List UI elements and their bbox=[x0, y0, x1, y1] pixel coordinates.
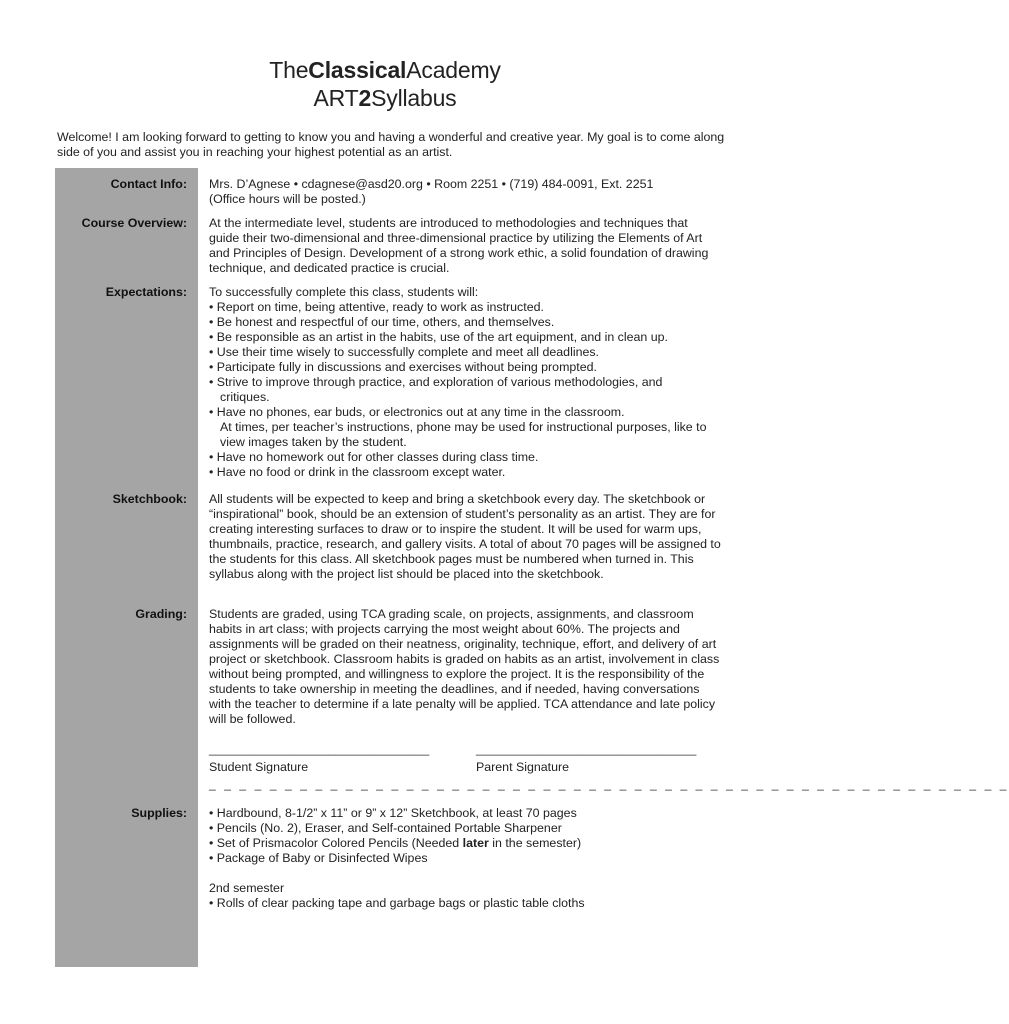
expectations-intro: To successfully complete this class, students will: bbox=[209, 285, 479, 299]
parent-signature-line[interactable]: _________________________________ bbox=[476, 742, 697, 756]
sketchbook-label: Sketchbook: bbox=[112, 492, 187, 506]
list-item: • Be responsible as an artist in the habits, use of the art equipment, and in clean up. bbox=[209, 330, 668, 344]
contact-line: Mrs. D’Agnese • cdagnese@asd20.org • Room 2251 • (719) 484-0091, Ext. 2251 bbox=[209, 177, 654, 191]
document-title bbox=[0, 56, 770, 112]
title-classical: Classical bbox=[308, 57, 407, 83]
supplies-label: Supplies: bbox=[131, 806, 187, 820]
list-item: • Report on time, being attentive, ready to work as instructed. bbox=[209, 300, 544, 314]
title-academy: Academy bbox=[406, 57, 501, 83]
parent-signature-label: Parent Signature bbox=[476, 760, 569, 774]
list-item: • Pencils (No. 2), Eraser, and Self-contained Portable Sharpener bbox=[209, 821, 562, 835]
grading-text: Students are graded, using TCA grading scale, on projects, assignments, and classroom habits in art class; with projects carrying the most weight about 60%. The projects and assignments will be graded on their neatness, originality, technique, effort, and delivery of art project or sketchbook. Classroom habits is graded on habits as an artist, involvement in class without being prompted, and willingness to explore the project. It is the responsibility of the students to take ownership in meeting the deadlines, and if needed, having conversations with the teacher to determine if a late penalty will be applied. TCA attendance and late policy will be followed. bbox=[209, 607, 720, 726]
student-signature-line[interactable]: _________________________________ bbox=[209, 742, 430, 756]
colored-pencils-text: • Set of Prismacolor Colored Pencils (Needed bbox=[209, 836, 463, 850]
welcome-paragraph: Welcome! I am looking forward to getting to know you and having a wonderful and creative year. My goal is to come along side of you and assist you in reaching your highest potential as an artist. bbox=[57, 130, 725, 159]
contact-block bbox=[209, 177, 721, 207]
course-overview-text: At the intermediate level, students are introduced to methodologies and techniques that guide their two-dimensional and three-dimensional practice by utilizing the Elements of Art and Principles of Design. Development of a strong work ethic, a solid foundation of drawing technique, and dedicated practice is crucial. bbox=[209, 216, 709, 275]
colored-pencils-text-end: in the semester) bbox=[488, 836, 582, 850]
cut-line: _ _ _ _ _ _ _ _ _ _ _ _ _ _ _ _ _ _ _ _ _ _ _ _ _ _ _ _ _ _ _ _ _ _ _ _ _ _ _ _ _ _ _ _ _ _ _ _ _ _ _ _ _ bbox=[209, 777, 1009, 791]
title-art: ART bbox=[313, 85, 359, 111]
list-item: • Have no food or drink in the classroom except water. bbox=[209, 465, 506, 479]
list-item: • Rolls of clear packing tape and garbage bags or plastic table cloths bbox=[209, 896, 585, 910]
title-syllabus: Syllabus bbox=[371, 85, 457, 111]
title-line-school bbox=[0, 56, 770, 84]
list-item: • Hardbound, 8-1/2” x 11” or 9” x 12” Sketchbook, at least 70 pages bbox=[209, 806, 577, 820]
grading-label: Grading: bbox=[135, 607, 187, 621]
office-hours-note: (Office hours will be posted.) bbox=[209, 192, 366, 206]
student-signature-label: Student Signature bbox=[209, 760, 309, 774]
list-item: • Participate fully in discussions and exercises without being prompted. bbox=[209, 360, 597, 374]
expectations-label: Expectations: bbox=[105, 285, 187, 299]
supplies-block bbox=[209, 806, 721, 911]
title-level: 2 bbox=[358, 85, 372, 111]
expectations-block bbox=[209, 285, 721, 480]
contact-label: Contact Info: bbox=[110, 177, 187, 191]
title-the: The bbox=[269, 57, 309, 83]
title-line-course bbox=[0, 84, 770, 112]
course-overview-label: Course Overview: bbox=[81, 216, 187, 230]
list-item: • Be honest and respectful of our time, others, and themselves. bbox=[209, 315, 555, 329]
list-item: • Strive to improve through practice, and exploration of various methodologies, and bbox=[209, 375, 663, 389]
list-item: • Package of Baby or Disinfected Wipes bbox=[209, 851, 428, 865]
list-item: • Have no phones, ear buds, or electronics out at any time in the classroom. bbox=[209, 405, 625, 419]
sketchbook-text: All students will be expected to keep and bring a sketchbook every day. The sketchbook or “inspirational” book, should be an extension of student’s personality as an artist. They are for creating interesting surfaces to draw or to inspire the student. It will be used for warm ups, thumbnails, practice, research, and gallery visits. A total of about 70 pages will be assigned to the students for this class. All sketchbook pages must be numbered when turned in. This syllabus along with the project list should be placed into the sketchbook. bbox=[209, 492, 721, 581]
list-item-continued: At times, per teacher’s instructions, phone may be used for instructional purposes, like to view images taken by the student. bbox=[220, 420, 707, 449]
list-item: • Use their time wisely to successfully complete and meet all deadlines. bbox=[209, 345, 599, 359]
second-semester-heading: 2nd semester bbox=[209, 881, 285, 895]
list-item: • Have no homework out for other classes during class time. bbox=[209, 450, 539, 464]
later-emphasis: later bbox=[462, 836, 489, 850]
list-item-continued: critiques. bbox=[220, 390, 270, 404]
list-item bbox=[209, 836, 721, 851]
